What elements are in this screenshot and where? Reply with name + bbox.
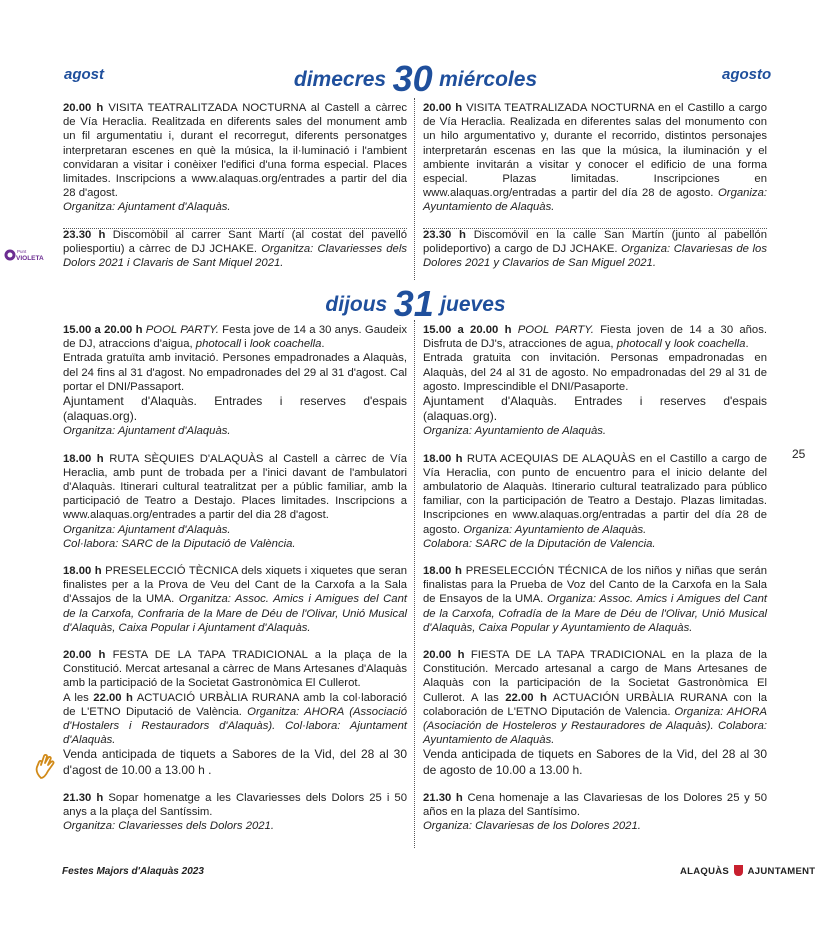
ajuntament-logo	[680, 865, 815, 877]
day-number: 31	[393, 283, 434, 324]
page-number: 25	[792, 447, 806, 461]
event-discomobil: 23.30 h Discomòbil al carrer Sant Martí (al costat del pavelló poliesportiu) a càrrec de DJ JCHAKE. Organitza: Clavariesses dels Dolors 2021 i Clavaris de Sant Miquel 2021.	[63, 228, 408, 270]
day-word-spanish: jueves	[440, 293, 506, 316]
column-spanish-30	[423, 101, 767, 270]
event-preseleccion-es: 18.00 h PRESELECCIÓN TÉCNICA de los niños y niñas que serán finalistas para la Prueba de Voz del Canto de la Carxofa en la Sala de Ensayos de la UMA. Organiza: Assoc. Amics i Amigues del Cant de la Carxofa, Cofradía de la Mare de Déu de l'Olivar, Unió Musical d'Alaquàs, Caixa Popular y Ayuntamiento de Alaquàs.	[423, 565, 768, 634]
day-word-valencian: dijous	[325, 293, 388, 316]
day-number: 30	[392, 58, 433, 99]
column-valencian-31	[63, 323, 407, 834]
badge-line2: VIOLETA	[16, 255, 44, 262]
event-ruta-acequias-es: 18.00 h RUTA ACEQUIAS DE ALAQUÀS en el Castillo a cargo de Vía Heraclia, con punto de encuentro para el inicio delante del ambulatorio de Alaquàs. Itinerario cultural teatralizado para público familiar, con la participación de Teatro a Destajo. Plazas limitadas. Inscripciones en www.alaquas.org/entradas a partir del día 28 de agosto. Organiza: Ayuntamiento de Alaquàs. Colabora: SARC de la Diputación de Valencia.	[423, 452, 767, 550]
event-cena-homenaje-es: 21.30 h Cena homenaje a las Clavariesas de los Dolores 25 y 50 años en la plaza del Santísimo. Organiza: Clavariesas de los Dolores 2021.	[423, 791, 768, 833]
day-word-valencian: dimecres	[293, 68, 387, 91]
logo-text-ajuntament: AJUNTAMENT	[747, 866, 816, 877]
logo-text-alaquas: ALAQUÀS	[680, 866, 730, 877]
event-pool-party: 15.00 a 20.00 h POOL PARTY. Festa jove de 14 a 30 anys. Gaudeix de DJ, atraccions d'aigua, photocall i look coachella. Entrada gratuïta amb invitació. Persones empadronades a Alaquàs, del 24 fins al 31 d'agost. No empadronades del 29 al 31 d'agost. Cal portar el DNI/Passaport. Ajuntament d'Alaquàs. Entrades i reserves d'espais (alaquas.org). Organitza: Ajuntament d'Alaquàs.	[63, 324, 407, 438]
event-festa-tapa: 20.00 h FESTA DE LA TAPA TRADICIONAL a la plaça de la Constitució. Mercat artesanal a càrrec de Mans Artesanes d'Alaquàs amb la participació de la Societat Gastronòmica El Cullerot. A les 22.00 h ACTUACIÓ URBÀLIA RURANA amb la col·laboració de L'ETNO Diputació de València. Organitza: AHORA (Associació d'Hostalers i Restauradors d'Alaquàs). Col·labora: Ajuntament d'Alaquàs. Venda anticipada de tiquets a Sabores de la Vid, del 28 al 30 d'agost de 10.00 a 13.00 h .	[63, 649, 407, 777]
column-spanish-31	[423, 323, 767, 834]
event-visita-teatral: 20.00 h VISITA TEATRALITZADA NOCTURNA al Castell a càrrec de Vía Heraclia. Realitzada en diferents sales del monument amb un fil argumentatiu i, durant el recorregut, diferents personatges interpretaran escenes en què la música, la il·luminació i l'ambient convidaran a visitar i conèixer l'edifici d'una forma especial. Places limitades. Inscripcions a www.alaquas.org/entrades a partir del dia 28 d'agost. Organitza: Ajuntament d'Alaquàs.	[63, 102, 408, 214]
column-valencian-30	[63, 101, 407, 270]
hand-icon	[33, 752, 57, 780]
footer-title: Festes Majors d'Alaquàs 2023	[62, 866, 204, 877]
event-visita-teatral-es: 20.00 h VISITA TEATRALIZADA NOCTURNA en el Castillo a cargo de Vía Heraclia. Realizada en diferentes salas del monumento con un hilo argumentativo y, durante el recorrido, distintos personajes interpretarán escenas en las que la música, la iluminación y el ambiente invitarán a visitar y conocer el edificio de una forma especial. Plazas limitadas. Inscripciones en www.alaquas.org/entradas a partir del día 28 de agosto. Organiza: Ayuntamiento de Alaquàs.	[423, 102, 767, 214]
badge-line1: Punt	[17, 249, 27, 254]
event-pool-party-es: 15.00 a 20.00 h POOL PARTY. Fiesta joven de 14 a 30 años. Disfruta de DJ's, atracciones de agua, photocall y look coachella. Entrada gratuita con invitación. Personas empadronadas en Alaquàs, del 24 al 31 de agosto. No empadronadas del 29 al 31 de agosto. Imprescindible el DNI/Pasaporte. Ajuntament d'Alaquàs. Entrades i reserves d'espais (alaquas.org). Organiza: Ayuntamiento de Alaquàs.	[423, 324, 767, 438]
event-separator	[423, 228, 767, 229]
day-heading-31	[0, 283, 831, 325]
punt-violeta-icon	[4, 245, 44, 265]
column-divider	[414, 98, 415, 280]
ajuntament-shield-icon	[734, 865, 743, 876]
event-ruta-sequies: 18.00 h RUTA SÈQUIES D'ALAQUÀS al Castell a càrrec de Vía Heraclia, amb punt de trobada per a l'inici davant de l'ambulatori d'Alaquàs. Itinerari cultural teatralitzat per a públic familiar, amb la participació de Teatro a Destajo. Places limitades. Inscripcions a www.alaquas.org/entrades a partir del dia 28 d'agost. Organitza: Ajuntament d'Alaquàs. Col·labora: SARC de la Diputació de València.	[63, 452, 407, 550]
day-heading-30	[0, 58, 831, 100]
month-label-spanish: agosto	[722, 66, 772, 83]
event-sopar-homenatge: 21.30 h Sopar homenatge a les Clavariesses dels Dolors 25 i 50 anys a la plaça del Santíssim. Organitza: Clavariesses dels Dolors 2021.	[63, 791, 407, 833]
event-preseleccio: 18.00 h PRESELECCIÓ TÈCNICA dels xiquets i xiquetes que seran finalistes per a la Prova de Veu del Cant de la Carxofa a la Sala d'Assajos de la UMA. Organitza: Assoc. Amics i Amigues del Cant de la Carxofa, Confraria de la Mare de Déu de l'Olivar, Unió Musical d'Alaquàs, Caixa Popular i Ajuntament d'Alaquàs.	[63, 565, 407, 634]
day-word-spanish: miércoles	[439, 68, 538, 91]
column-divider	[414, 320, 415, 848]
event-fiesta-tapa-es: 20.00 h FIESTA DE LA TAPA TRADICIONAL en la plaza de la Constitución. Mercado artesanal a cargo de Mans Artesanes de Alaquàs con la participación de la Societat Gastronòmica El Cullerot. A las 22.00 h ACTUACIÓN URBÀLIA RURANA con la colaboración de L'ETNO Diputación de Valencia. Organiza: AHORA (Asociación de Hosteleros y Restauradores de Alaquàs). Colabora: Ayuntamiento de Alaquàs. Venda anticipada de tiquets en Sabores de la Vid, del 28 al 30 de agosto de 10.00 a 13.00 h.	[423, 649, 767, 777]
month-label-valencian: agost	[64, 66, 105, 83]
event-separator	[63, 228, 407, 229]
event-discomovil-es: 23.30 h Discomóvil en la calle San Martín (junto al pabellón polideportivo) a cargo de DJ JCHAKE. Organiza: Clavariesas de los Dolores 2021 y Clavarios de San Miguel 2021.	[423, 228, 767, 270]
